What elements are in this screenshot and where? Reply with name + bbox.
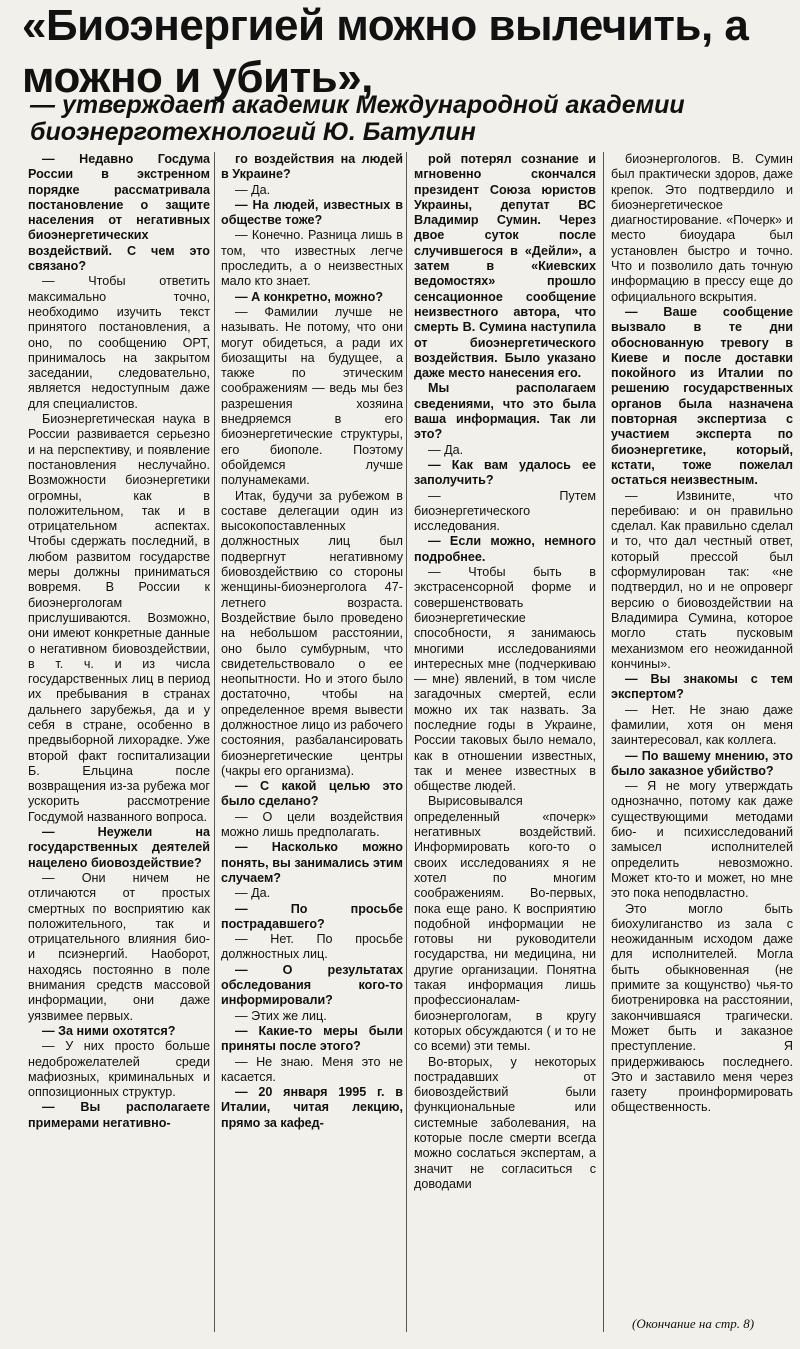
answer-paragraph: — О цели воздействия можно лишь предполагать. xyxy=(221,809,403,840)
headline: «Биоэнергией можно вылечить, а можно и убить», xyxy=(22,1,749,102)
answer-paragraph: биоэнергологов. В. Сумин был практически здоров, даже крепок. Это подтвердило и биоэнергетическое диагностирование. «Почерк» и место биоудара был установлен быстро и точно. Что и позволило дать точную информацию в прессу еще до официального вскрытия. xyxy=(611,152,793,304)
question-paragraph: — Насколько можно понять, вы занимались этим случаем? xyxy=(221,840,403,885)
answer-paragraph: — Путем биоэнергетического исследования. xyxy=(414,488,596,534)
continuation-note: (Окончание на стр. 8) xyxy=(632,1316,755,1331)
question-paragraph: — 20 января 1995 г. в Италии, читая лекцию, прямо за кафед- xyxy=(221,1085,403,1130)
question-paragraph: Мы располагаем сведениями, что это была ваша информация. Так ли это? xyxy=(414,381,596,442)
column-rule xyxy=(603,152,604,1332)
answer-paragraph: — Чтобы ответить максимально точно, необходимо изучить текст принятого постановления, а оно, по сообщению ОРТ, принималось на закрытом заседании, следовательно, является недоступным даже для специалистов. xyxy=(28,274,210,411)
answer-paragraph: Вырисовывался определенный «почерк» негативных воздействий. Информировать кого-то о своих исследованиях я не хотел по многим соображениям. Во-первых, пока еще рано. К восприятию подобной информации не готовы ни руководители государства, ни медицина, ни другие организации. Понятна такая информация лишь профессионалам-биоэнергологам, в кругу которых обсуждаются ( и то не со всеми) эти темы. xyxy=(414,794,596,1054)
question-paragraph: — Как вам удалось ее заполучить? xyxy=(414,457,596,488)
answer-paragraph: — Я не могу утверждать однозначно, потому как даже существующими методами био- и психисследований замысел исполнителей определить невозможно. Может кто-то и может, но мне это пока неподвластно. xyxy=(611,779,793,901)
answer-paragraph: Итак, будучи за рубежом в составе делегации один из высокопоставленных должностных лиц был подвергнут негативному биовоздействию со стороны женщины-биоэнерголога 47-летнего возраста. Воздействие было проведено на небольшом расстоянии, оно было сумбурным, что свидетельствовало о ее неопытности. Но и этого было достаточно, чтобы на определенное время вывести должностное лицо из рабочего состояния, разбалансировать биоэнергетические центры (чакры его организма). xyxy=(221,488,403,778)
column-rule xyxy=(406,152,407,1332)
article-column-4 xyxy=(611,152,793,1312)
answer-paragraph: — У них просто больше недоброжелателей среди мафиозных, криминальных и оппозиционных структур. xyxy=(28,1039,210,1100)
question-paragraph: го воздействия на людей в Украине? xyxy=(221,152,403,182)
answer-paragraph: — Нет. По просьбе должностных лиц. xyxy=(221,932,403,962)
answer-paragraph: — Не знаю. Меня это не касается. xyxy=(221,1054,403,1084)
article-column-1 xyxy=(28,152,210,1327)
question-paragraph: — Неужели на государственных деятелей нацелено биовоздействие? xyxy=(28,825,210,870)
question-paragraph: — Недавно Госдума России в экстренном порядке рассматривала постановление о защите населения от негативных биоэнергетических воздействий. С чем это связано? xyxy=(28,152,210,274)
question-paragraph: — За ними охотятся? xyxy=(42,1023,176,1038)
column-rule xyxy=(214,152,215,1332)
question-paragraph: — С какой целью это было сделано? xyxy=(221,779,403,809)
question-paragraph: — А конкретно, можно? xyxy=(235,289,384,304)
subheadline: — утверждает академик Международной академии биоэнерготехнологий Ю. Батулин xyxy=(30,91,685,146)
answer-paragraph: — Они ничем не отличаются от простых смертных по восприятию как положительного, так и отрицательного влияния био- и псиэнергий. Наоборот, находясь постоянно в поле внимания средств массовой информации, они даже уязвимее первых. xyxy=(28,870,210,1023)
answer-paragraph: — Фамилии лучше не называть. Не потому, что они могут обидеться, а ради их биозащиты на будущее, а также по этическим соображениям — ведь мы без разрешения хозяина внедряемся в его биоэнергетические структуры, его биополе. Поэтому обойдемся лучше полунамеками. xyxy=(221,304,403,488)
answer-paragraph: — Да. xyxy=(428,442,464,457)
article-column-3 xyxy=(414,152,596,1327)
question-paragraph: — Какие-то меры были приняты после этого? xyxy=(221,1023,403,1054)
answer-paragraph: — Да. xyxy=(235,182,271,197)
answer-paragraph: Это могло быть биохулиганство из зала с неожиданным исходом даже для исполнителей. Могла быть обыкновенная (не примите за кощунство) чья-то биотренировка на расстоянии, закончившаяся трагически. Может быть и заказное преступление. Я придерживаюсь последнего. Это и заставило меня через газету проинформировать общественность. xyxy=(611,901,793,1115)
answer-paragraph: — Чтобы быть в экстрасенсорной форме и совершенствовать биоэнергетические способности, я занимаюсь многими исследованиями интересных мне (подчеркиваю — мне) явлений, в том числе загадочных смертей, если можно их так назвать. За последние годы в Украине, России таковых было немало, как в отношении известных, так и менее известных в обществе людей. xyxy=(414,565,596,794)
question-paragraph: — Если можно, немного подробнее. xyxy=(414,534,596,564)
question-paragraph: — Ваше сообщение вызвало в те дни обоснованную тревогу в Киеве и после доставки покойного из Италии по решению государственных органов была назначена повторная экспертиза с участием эксперта по биоэнергетике, который, кстати, тоже пожелал остаться неизвестным. xyxy=(611,304,793,488)
question-paragraph: — На людей, известных в обществе тоже? xyxy=(221,197,403,228)
question-paragraph: — О результатах обследования кого-то информировали? xyxy=(221,962,403,1008)
answer-paragraph: Биоэнергетическая наука в России развивается серьезно и на перспективу, и появление постановления неслучайно. Возможности биоэнергетики огромны, как в положительном, так и в отрицательном аспектах. Чтобы сдержать последний, в любом развитом государстве меры должны приниматься вовремя. В России к биоэнергологам прислушиваются. Возможно, они имеют конкретные данные о негативном биовоздействии, в т. ч. и из числа государственных лиц в период их пребывания в странах дальнего зарубежья, да и у себя в стране, особенно в предвыборной лихорадке. Уже второй факт госпитализации Б. Ельцина после возвращения из-за рубежа мог ускорить рассмотрение Госдумой названного вопроса. xyxy=(28,412,210,824)
question-paragraph: — Вы располагаете примерами негативно- xyxy=(28,1100,210,1130)
answer-paragraph: — Нет. Не знаю даже фамилии, хотя он меня заинтересовал, как коллега. xyxy=(611,702,793,748)
answer-paragraph: — Конечно. Разница лишь в том, что известных легче проследить, а о неизвестных мало кто знает. xyxy=(221,228,403,289)
answer-paragraph: Во-вторых, у некоторых пострадавших от биовоздействий были функциональные или системные заболевания, на которые после смерти всегда можно сослаться экспертам, а значит не согласиться с доводами xyxy=(414,1054,596,1191)
answer-paragraph: — Да. xyxy=(235,886,271,901)
answer-paragraph: — Этих же лиц. xyxy=(235,1008,327,1023)
question-paragraph: рой потерял сознание и мгновенно скончался президент Союза юристов Украины, депутат ВС Владимир Сумин. Через двое суток после случившегося в «Дейли», а затем в «Киевских ведомостях» прошло сенсационное сообщение неизвестного автора, что смерть В. Сумина наступила от биоэнергетического воздействия. Было указано даже место нанесения его. xyxy=(414,152,596,381)
article-column-2 xyxy=(221,152,403,1327)
question-paragraph: — По вашему мнению, это было заказное убийство? xyxy=(611,748,793,778)
answer-paragraph: — Извините, что перебиваю: и он правильно сделал. Как правильно сделал и то, что дал честный ответ, который прессой был сформулирован так: «не подтвердил, но и не опроверг версию о биовоздействии на Владимира Сумина, которое могло стать пусковым механизмом его неожиданной кончины». xyxy=(611,488,793,671)
question-paragraph: — По просьбе пострадавшего? xyxy=(221,901,403,931)
question-paragraph: — Вы знакомы с тем экспертом? xyxy=(611,672,793,702)
